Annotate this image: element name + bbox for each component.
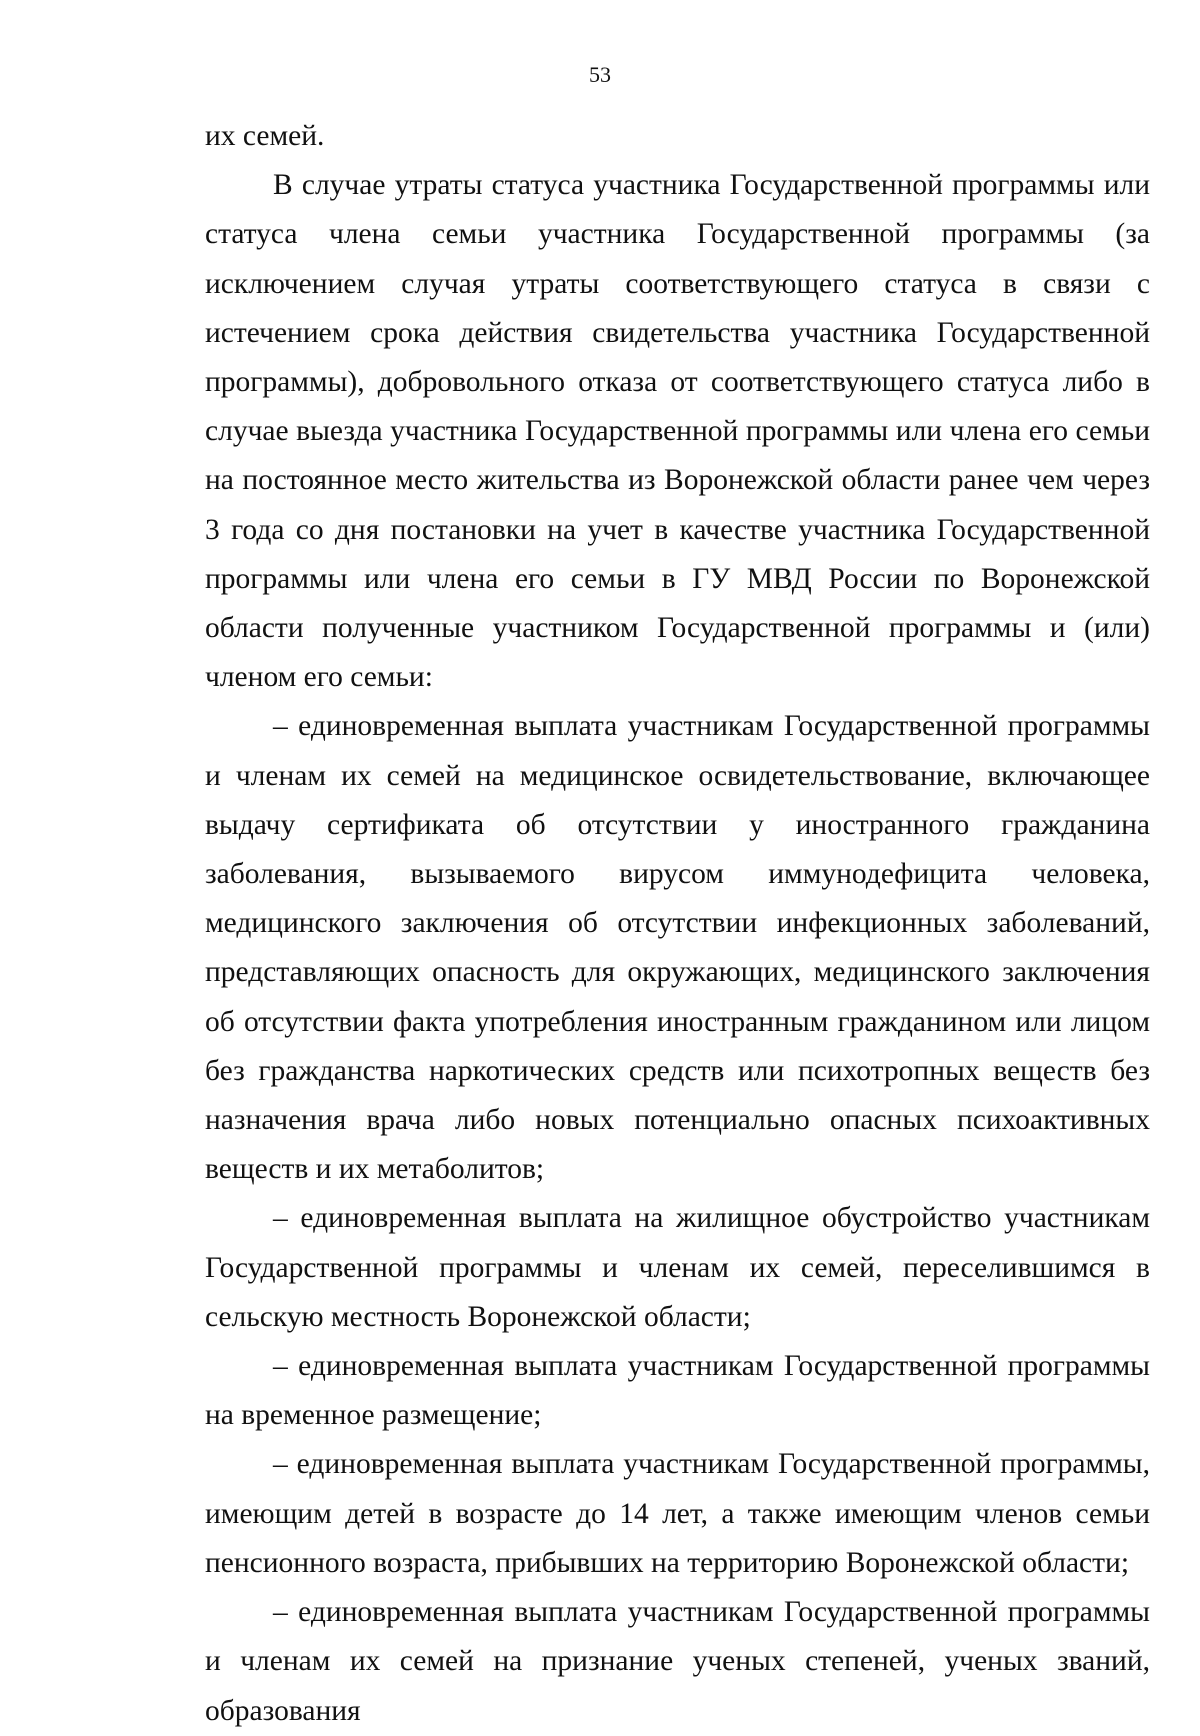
list-item-housing-payment: – единовременная выплата на жилищное обустройство участникам Государственной программы и членам их семей, переселившимся в сельскую местность Воронежской области; bbox=[205, 1202, 1150, 1333]
document-body bbox=[205, 112, 1150, 1736]
list-item-temporary-accommodation-payment: – единовременная выплата участникам Государственной программы на временное размещение; bbox=[205, 1350, 1150, 1432]
paragraph-continuation: их семей. bbox=[205, 120, 325, 152]
paragraph-status-loss: В случае утраты статуса участника Государственной программы или статуса члена семьи участника Государственной программы (за исключением случая утраты соответствующего статуса в связи с истечением срока действия свидетельства участника Государственной программы), добровольного отказа от соответствующего статуса либо в случае выезда участника Государственной программы или члена его семьи на постоянное место жительства из Воронежской области ранее чем через 3 года со дня постановки на учет в качестве участника Государственной программы или члена его семьи в ГУ МВД России по Воронежской области полученные участником Государственной программы и (или) членом его семьи: bbox=[205, 169, 1150, 694]
page-number: 53 bbox=[589, 62, 611, 87]
list-item-degree-recognition-payment: – единовременная выплата участникам Государственной программы и членам их семей на признание ученых степеней, ученых званий, образования bbox=[205, 1596, 1150, 1727]
list-item-medical-payment: – единовременная выплата участникам Государственной программы и членам их семей на медицинское освидетельствование, включающее выдачу сертификата об отсутствии у иностранного гражданина заболевания, вызываемого вирусом иммунодефицита человека, медицинского заключения об отсутствии инфекционных заболеваний, представляющих опасность для окружающих, медицинского заключения об отсутствии факта употребления иностранным гражданином или лицом без гражданства наркотических средств или психотропных веществ без назначения врача либо новых потенциально опасных психоактивных веществ и их метаболитов; bbox=[205, 710, 1150, 1186]
list-item-children-pensioners-payment: – единовременная выплата участникам Государственной программы, имеющим детей в возрасте до 14 лет, а также имеющим членов семьи пенсионного возраста, прибывших на территорию Воронежской области; bbox=[205, 1448, 1150, 1579]
